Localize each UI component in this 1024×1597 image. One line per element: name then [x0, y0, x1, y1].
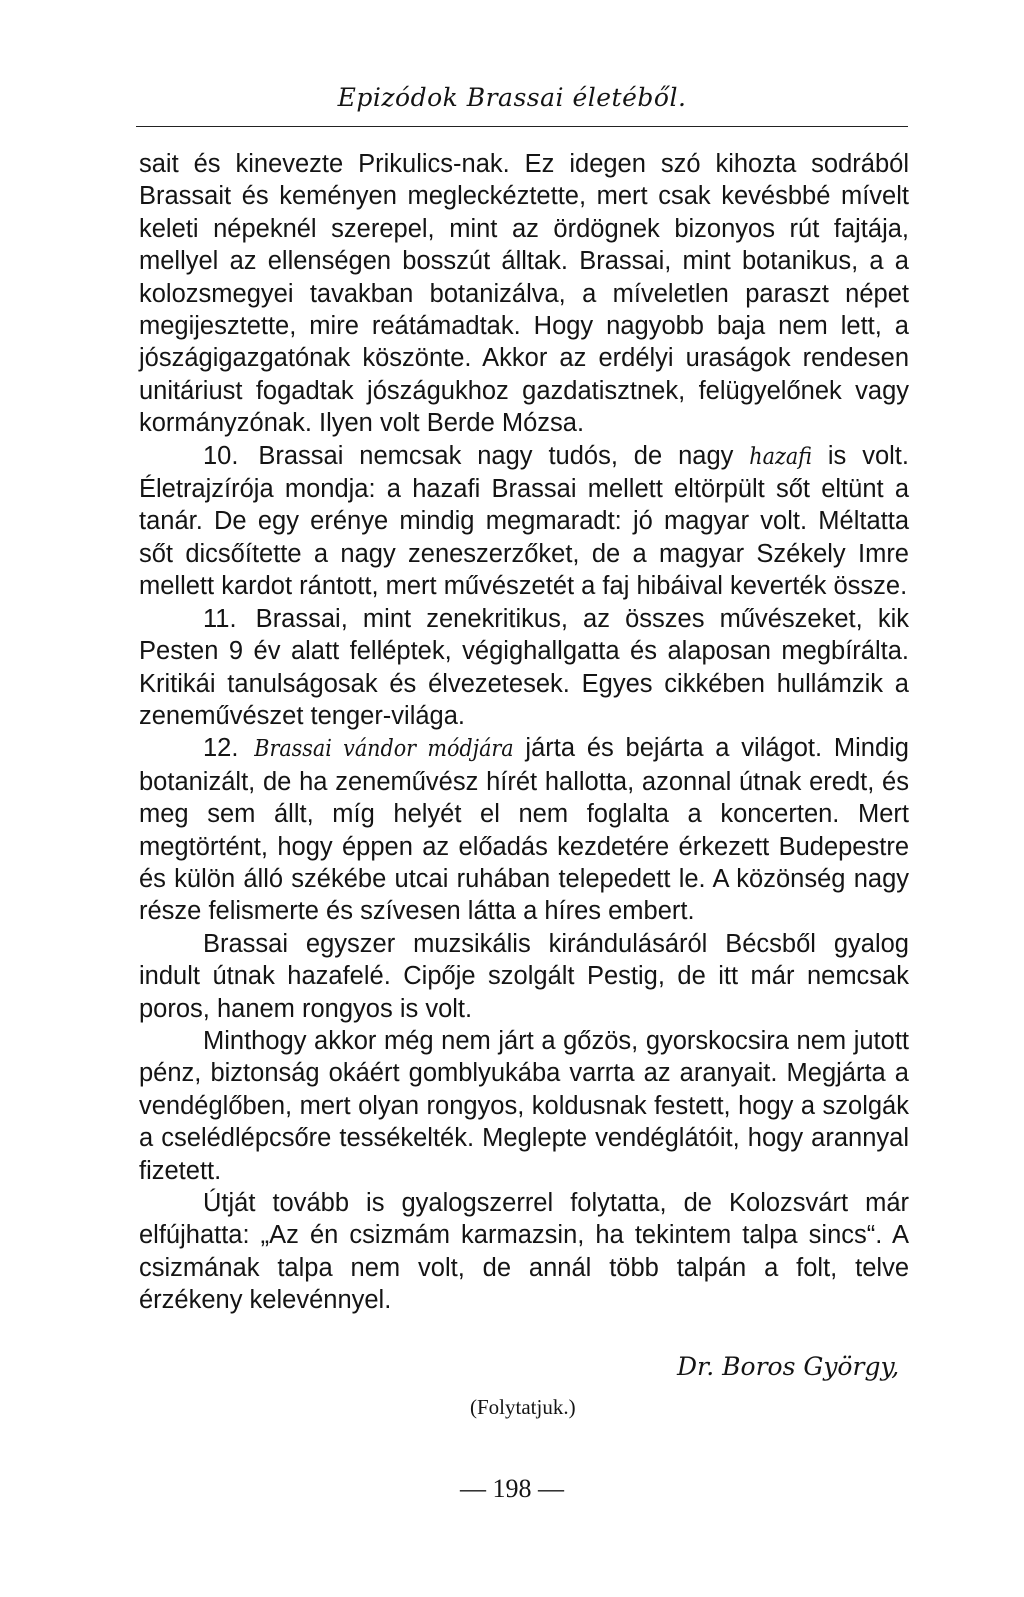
paragraph-text: Brassai egyszer muzsikális kirándulásáról Bécsből gyalog indult útnak hazafelé. Cipője szolgált Pestig, de itt már nemcsak poros, hanem rongyos is volt.	[139, 929, 909, 1023]
paragraph	[139, 148, 909, 440]
paragraph	[139, 603, 909, 733]
author-signature: Dr. Boros György,	[677, 1352, 900, 1381]
paragraph	[139, 732, 909, 927]
paragraph-number: 12.	[203, 734, 239, 763]
page-number: — 198 —	[460, 1474, 564, 1503]
paragraph-number: 11.	[203, 604, 237, 633]
continued-note: (Folytatjuk.)	[470, 1395, 576, 1419]
paragraph-text: is volt. Életrajzírója mondja: a hazafi Brassai mellett eltörpült sőt eltünt a tanár. De egy erénye mindig megmaradt: jó magyar volt. Méltatta sőt dicsőítette a nagy zeneszerzőket, de a magyar Székely Imre mellett kardot rántott, mert művészetét a faj hibáival keverték össze.	[139, 441, 909, 601]
paragraph	[139, 440, 909, 603]
paragraph-text: járta és bejárta a világot. Mindig botanizált, de ha zeneművész hírét hallotta, azonnal útnak eredt, és meg sem állt, míg helyét el nem foglalta a koncerten. Mert megtörtént, hogy éppen az előadás kezdetére érkezett Budepestre és külön álló székébe utcai ruhában telepedett le. A közönség nagy része felismerte és szívesen látta a híres embert.	[139, 734, 909, 926]
paragraph-number: 10.	[203, 441, 239, 470]
article-body	[139, 148, 909, 1317]
emphasis-text: hazafi	[749, 443, 812, 470]
header-rule	[136, 126, 908, 127]
emphasis-text: Brassai vándor módjára	[254, 736, 514, 763]
paragraph	[139, 1187, 909, 1317]
paragraph-text: Minthogy akkor még nem járt a gőzös, gyorskocsira nem jutott pénz, biztonság okáért gomblyukába varrta az aranyait. Megjárta a vendéglőben, mert olyan rongyos, koldusnak festett, hogy a szolgák a cselédlépcsőre tessékelték. Meglepte vendéglátóit, hogy arannyal fizetett.	[139, 1026, 909, 1185]
paragraph-text: Brassai, mint zenekritikus, az összes művészeket, kik Pesten 9 év alatt felléptek, végighallgatta és alaposan megbírálta. Kritikái tanulságosak és élvezetesek. Egyes cikkében hullámzik a zeneművészet tenger-világa.	[139, 604, 909, 730]
paragraph-text: sait és kinevezte Prikulics-nak. Ez idegen szó kihozta sodrából Brassait és keményen megleckéztette, mert csak kevésbbé mívelt keleti népeknél szerepel, mint az ördögnek bizonyos rút fajtája, mellyel az ellenségen bosszút álltak. Brassai, mint botanikus, a a kolozsmegyei tavakban botanizálva, a míveletlen paraszt népet megijesztette, mire reátámadtak. Hogy nagyobb baja nem lett, a jószágigazgatónak köszönte. Akkor az erdélyi uraságok rendesen unitáriust fogadtak jószágukhoz gazdatisztnek, felügyelőnek vagy kormányzónak. Ilyen volt Berde Mózsa.	[139, 150, 909, 438]
paragraph	[139, 1025, 909, 1187]
paragraph-text: Brassai nemcsak nagy tudós, de nagy	[242, 441, 750, 470]
running-head: Epizódok Brassai életéből.	[337, 83, 687, 112]
paragraph	[139, 928, 909, 1025]
paragraph-text: Útját tovább is gyalogszerrel folytatta, de Kolozsvárt már elfújhatta: „Az én csizmám karmazsin, ha tekintem talpa sincs“. A csizmának talpa nem volt, de annál több talpán a folt, telve érzékeny kelevénnyel.	[139, 1189, 909, 1315]
paragraph-text	[242, 734, 254, 762]
